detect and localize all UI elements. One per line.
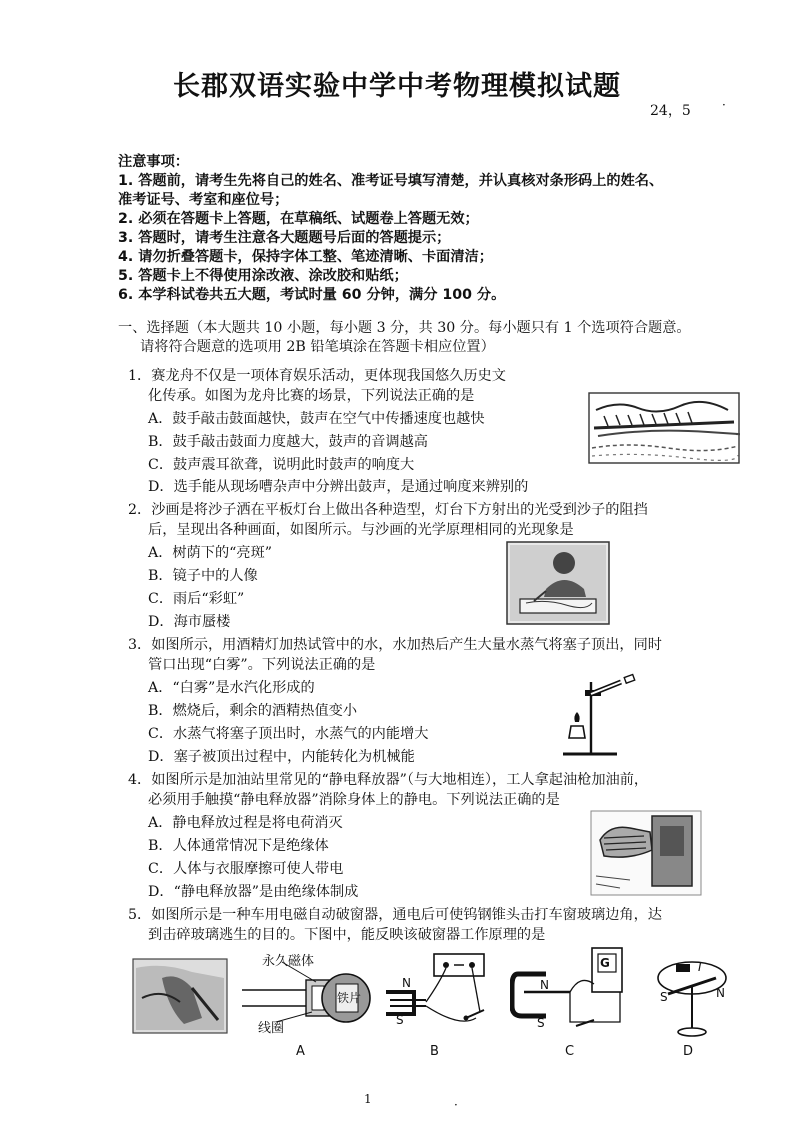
note-line: 6. 本学科试卷共五大题，考试时量 60 分钟，满分 100 分。 [118,287,506,303]
q1-option: D．选手能从现场嘈杂声中分辨出鼓声，是通过响度来辨别的 [148,479,529,495]
q3-stem: 3．如图所示，用酒精灯加热试管中的水，水加热后产生大量水蒸气将塞子顶出，同时 [128,637,662,653]
q2-stem: 2．沙画是将沙子洒在平板灯台上做出各种造型，灯台下方射出的光受到沙子的阻挡 [128,502,648,518]
figure-choice-b: B [430,1044,439,1059]
magnet-s-pole-label: S [537,1016,545,1030]
q5-stem: 5．如图所示是一种车用电磁自动破窗器，通电后可使钨钢锥头击打车窗玻璃边角，达 [128,907,662,923]
coil-label: 线圈 [258,1021,285,1036]
note-line: 准考证号、考室和座位号； [118,192,289,208]
scan-dot: · [454,1098,458,1112]
q1-option: B．鼓手敲击鼓面力度越大，鼓声的音调越高 [148,434,428,450]
exam-date: 24，5 [650,103,691,119]
needle-n-pole-label: N [716,986,725,1000]
dragon-boat-image [588,392,740,464]
q2-stem: 后，呈现出各种画面，如图所示。与沙画的光学原理相同的光现象是 [148,522,574,538]
q2-option: D．海市蜃楼 [148,614,231,630]
magnet-label: 永久磁体 [262,954,315,969]
note-line: 3. 答题时，请考生注意各大题题号后面的答题提示； [118,230,451,246]
q1-stem: 1．赛龙舟不仅是一项体育娱乐活动，更体现我国悠久历史文 [128,368,506,384]
needle-s-pole-label: S [660,990,668,1004]
q1-stem: 化传承。如图为龙舟比赛的场景，下列说法正确的是 [148,388,475,404]
galvanometer-label: G [600,956,610,970]
iron-plate-label: 铁片 [337,991,362,1005]
magnet-n-pole-label: N [540,978,549,992]
static-discharger-image [590,810,702,896]
q3-stem: 管口出现“白雾”。下列说法正确的是 [148,657,376,673]
figure-choice-d: D [683,1044,694,1059]
q2-option: C．雨后“彩虹” [148,591,245,607]
notes-heading: 注意事项： [118,154,189,170]
q3-option: A．“白雾”是水汽化形成的 [148,680,315,696]
q4-option: C．人体与衣服摩擦可使人带电 [148,861,344,877]
section-instruction: 请将符合题意的选项用 2B 铅笔填涂在答题卡相应位置） [140,339,495,355]
q3-option: B．燃烧后，剩余的酒精热值变小 [148,703,358,719]
figure-choice-c: C [565,1044,575,1059]
test-tube-apparatus-image [555,668,647,758]
note-line: 2. 必须在答题卡上答题，在草稿纸、试题卷上答题无效； [118,211,479,227]
sand-painting-image [506,541,610,625]
magnet-n-pole-label: N [402,976,411,990]
q1-option: A．鼓手敲击鼓面越快，鼓声在空气中传播速度也越快 [148,411,485,427]
magnet-s-pole-label: S [396,1013,404,1027]
q3-option: D．塞子被顶出过程中，内能转化为机械能 [148,749,415,765]
q4-option: B．人体通常情况下是绝缘体 [148,838,329,854]
note-line: 1. 答题前，请考生先将自己的姓名、准考证号填写清楚，并认真核对条形码上的姓名、 [118,173,664,189]
figure-choice-a: A [296,1044,305,1059]
page-number: 1 [364,1092,372,1106]
section-heading: 一、选择题（本大题共 10 小题，每小题 3 分，共 30 分。每小题只有 1 个选项符合题意。 [118,320,691,336]
q1-option: C．鼓声震耳欲聋，说明此时鼓声的响度大 [148,457,415,473]
q4-option: D．“静电释放器”是由绝缘体制成 [148,884,359,900]
note-line: 5. 答题卡上不得使用涂改液、涂改胶和贴纸； [118,268,408,284]
q3-option: C．水蒸气将塞子顶出时，水蒸气的内能增大 [148,726,429,742]
q4-stem: 必须用手触摸“静电释放器”消除身体上的静电。下列说法正确的是 [148,792,560,808]
page-title: 长郡双语实验中学中考物理模拟试题 [173,71,621,102]
q5-stem: 到击碎玻璃逃生的目的。下图中，能反映该破窗器工作原理的是 [148,927,546,943]
q2-option: B．镜子中的人像 [148,568,258,584]
window-breaker-photo [132,958,228,1034]
q4-option: A．静电释放过程是将电荷消灭 [148,815,343,831]
note-line: 4. 请勿折叠答题卡，保持字体工整、笔迹清晰、卡面清洁； [118,249,493,265]
scan-dot: · [722,98,726,112]
current-direction-label: I [698,960,702,974]
option-c-diagram [510,944,636,1038]
q2-option: A．树荫下的“亮斑” [148,545,273,561]
q4-stem: 4．如图所示是加油站里常见的“静电释放器”（与大地相连），工人拿起油枪加油前， [128,772,649,788]
